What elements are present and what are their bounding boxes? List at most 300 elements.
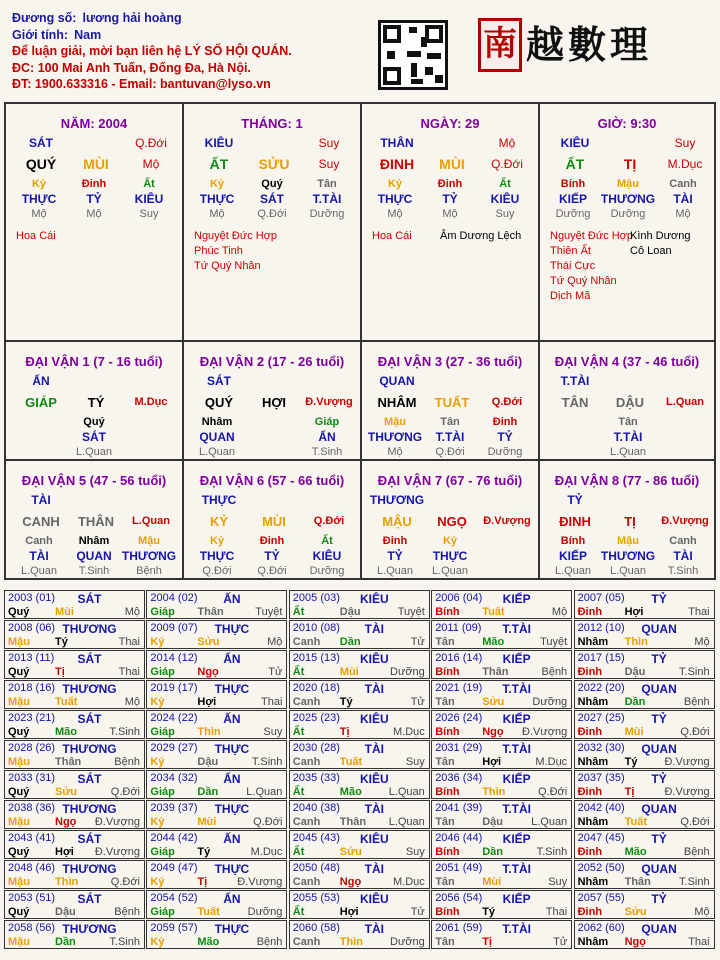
hidden-stage: Q.Đới [257, 208, 287, 220]
year-stage: Thai [260, 696, 283, 708]
year-label: 2015 (13) [292, 652, 340, 664]
year-stage: Đ.Vượng [94, 816, 140, 828]
year-stage: Mộ [124, 696, 140, 708]
earthly-branch: NGỌ [437, 514, 467, 529]
year-label: 2049 (47) [150, 862, 198, 874]
star-note: Nguyệt Đức Hợp [550, 230, 634, 242]
year-stem: Bính [435, 906, 460, 918]
year-label: 2051 (49) [435, 862, 483, 874]
year-cell [146, 920, 287, 949]
year-stage: Tuyệt [540, 636, 568, 648]
year-stage: T.Sinh [536, 846, 568, 858]
hidden-god: THỰC [21, 192, 57, 206]
hidden-stage: Q.Đới [435, 446, 465, 458]
year-branch: Thìn [55, 876, 79, 888]
hidden-stem: Canh [669, 535, 697, 547]
ten-god-stem: KIÊU [204, 136, 234, 150]
seal-logo: 南 [478, 18, 522, 72]
star-note: Tứ Quý Nhân [194, 260, 261, 272]
year-god: T.TÀI [502, 922, 532, 936]
year-branch: Dậu [55, 906, 76, 918]
year-cell [146, 800, 287, 829]
pillar-2 [183, 103, 361, 341]
year-god: QUAN [641, 622, 677, 636]
year-cell [4, 710, 145, 739]
year-god: KIÊU [359, 832, 389, 846]
year-label: 2039 (37) [150, 802, 198, 814]
luck-god: THỰC [201, 493, 237, 507]
qr-code [378, 20, 448, 90]
year-god: QUAN [641, 922, 677, 936]
year-stem: Tân [435, 756, 455, 768]
hidden-stage: Dưỡng [309, 565, 345, 577]
year-stage: Thai [118, 636, 140, 648]
year-god: TÀI [364, 802, 384, 816]
year-label: 2036 (34) [435, 772, 483, 784]
year-branch: Mùi [55, 606, 74, 618]
year-label: 2058 (56) [8, 922, 56, 934]
hidden-god: TÀI [673, 192, 693, 206]
luck-title: ĐẠI VẬN 4 (37 - 46 tuổi) [554, 354, 700, 369]
year-label: 2027 (25) [577, 712, 625, 724]
year-stem: Canh [292, 936, 321, 948]
hidden-god: THƯƠNG [600, 192, 656, 206]
year-stem: Đinh [577, 906, 603, 918]
hidden-stage: L.Quan [198, 446, 236, 458]
year-cell [4, 860, 145, 889]
year-stage: Dưỡng [247, 906, 283, 918]
hidden-stem: Quý [261, 178, 283, 190]
year-stem: Mậu [8, 816, 30, 828]
year-stem: Ất [292, 786, 305, 798]
earthly-branch: TỊ [624, 514, 636, 529]
year-label: 2025 (23) [292, 712, 340, 724]
year-stem: Nhâm [577, 636, 609, 648]
year-god: TỶ [651, 712, 667, 726]
year-cell [574, 710, 715, 739]
year-label: 2004 (02) [150, 592, 198, 604]
hidden-stage: Dưỡng [487, 446, 523, 458]
year-stem: Giáp [150, 786, 175, 798]
year-cell [4, 830, 145, 859]
year-stem: Canh [292, 876, 321, 888]
year-cell [574, 650, 715, 679]
luck-period-5 [5, 460, 183, 579]
hidden-god: THƯƠNG [600, 549, 656, 563]
year-branch: Tý [482, 906, 496, 918]
luck-title: ĐẠI VẬN 1 (7 - 16 tuổi) [25, 354, 163, 369]
star-note: Dịch Mã [550, 290, 591, 302]
year-god: TÀI [364, 742, 384, 756]
luck-period-6 [183, 460, 361, 579]
heavenly-stem: ĐINH [379, 156, 415, 172]
year-label: 2028 (26) [8, 742, 56, 754]
year-branch: Sửu [55, 786, 78, 798]
pillar-1 [5, 103, 183, 341]
year-god: ẤN [223, 772, 241, 786]
year-branch: Mão [55, 726, 77, 738]
ten-god-stem: KIÊU [560, 136, 590, 150]
year-god: QUAN [641, 682, 677, 696]
life-stage: Q.Đới [491, 157, 523, 171]
year-cell [431, 680, 572, 709]
year-stage: T.Sinh [251, 756, 283, 768]
year-stage: Suy [405, 756, 425, 768]
year-cell [431, 620, 572, 649]
life-stage: L.Quan [666, 396, 704, 408]
year-stem: Tân [435, 636, 455, 648]
life-stage: Đ.Vượng [661, 515, 709, 527]
year-label: 2055 (53) [292, 892, 340, 904]
year-god: KIẾP [502, 772, 531, 786]
hidden-stem: Kỷ [209, 535, 225, 547]
year-stage: Tử [410, 636, 425, 648]
hidden-stem: Tân [618, 416, 638, 428]
luck-god: SÁT [207, 374, 231, 388]
year-stem: Bính [435, 846, 460, 858]
header-label: Để luận giải, mời bạn liên hệ LÝ SỐ HỘI QUÁN. [12, 44, 292, 58]
year-branch: Dậu [197, 756, 219, 768]
stem-combo: Suy [318, 136, 340, 150]
year-stage: Thai [118, 666, 140, 678]
year-stage: Suy [263, 726, 283, 738]
year-stage: Đ.Vượng [664, 756, 710, 768]
hidden-stem: Mậu [617, 178, 639, 190]
year-stem: Nhâm [577, 756, 609, 768]
heavenly-stem: QUÝ [25, 156, 57, 172]
year-god: SÁT [77, 652, 102, 666]
year-stem: Bính [435, 726, 460, 738]
header-line [12, 27, 292, 44]
hidden-stem: Mậu [138, 535, 160, 547]
luck-period-2 [183, 341, 361, 460]
year-stem: Nhâm [577, 816, 609, 828]
star-note: Thiên Ất [550, 245, 591, 257]
brand-logo: 越數理 [526, 22, 653, 67]
hidden-god: KIÊU [134, 192, 164, 206]
year-god: THỰC [214, 622, 250, 636]
year-stage: Dưỡng [390, 936, 425, 948]
year-branch: Tuất [197, 906, 220, 918]
heavenly-stem: ĐINH [559, 514, 591, 529]
year-cell [431, 590, 572, 619]
year-cell [574, 590, 715, 619]
year-stem: Mậu [8, 936, 30, 948]
year-label: 2032 (30) [577, 742, 625, 754]
year-cell [574, 680, 715, 709]
year-stage: Q.Đới [110, 876, 140, 888]
year-cell [574, 830, 715, 859]
luck-title: ĐẠI VẬN 7 (67 - 76 tuổi) [377, 473, 523, 488]
year-god: TÀI [364, 862, 384, 876]
year-label: 2022 (20) [577, 682, 625, 694]
luck-period-4 [539, 341, 715, 460]
header-label: Đương số: [12, 11, 77, 25]
year-branch: Mùi [339, 666, 359, 678]
luck-god: ẤN [32, 374, 50, 388]
year-stage: M.Dục [393, 726, 425, 738]
hidden-stage: Mộ [387, 208, 403, 220]
earthly-branch: TỊ [623, 156, 637, 172]
year-stem: Đinh [577, 846, 603, 858]
year-cell [574, 620, 715, 649]
year-god: TỶ [651, 832, 667, 846]
hidden-stage: L.Quan [20, 565, 58, 577]
year-god: T.TÀI [502, 622, 532, 636]
year-cell [146, 710, 287, 739]
year-stem: Nhâm [577, 696, 609, 708]
year-god: THƯƠNG [62, 682, 117, 696]
year-cell [431, 740, 572, 769]
stem-combo: Mộ [498, 136, 516, 150]
hidden-god: SÁT [82, 430, 106, 444]
pillar-title: NGÀY: 29 [420, 116, 480, 131]
header-line [12, 60, 292, 77]
year-label: 2019 (17) [150, 682, 198, 694]
year-stem: Nhâm [577, 876, 609, 888]
hidden-stem: Bính [560, 535, 586, 547]
hidden-god: TỶ [86, 192, 102, 206]
year-branch: Dần [624, 696, 646, 708]
year-god: THỰC [214, 742, 250, 756]
heavenly-stem: ẤT [565, 156, 585, 172]
ten-god-stem: THÂN [380, 136, 414, 150]
year-stage: Đ.Vượng [522, 726, 568, 738]
year-god: KIẾP [502, 832, 531, 846]
year-label: 2016 (14) [435, 652, 483, 664]
stem-combo: Q.Đới [135, 136, 167, 150]
year-stage: Dưỡng [532, 696, 568, 708]
year-stem: Canh [292, 636, 321, 648]
year-branch: Tị [339, 726, 350, 738]
year-stage: Q.Đới [680, 726, 710, 738]
earthly-branch: DẬU [615, 395, 645, 410]
year-branch: Ngọ [624, 936, 646, 948]
year-stage: Đ.Vượng [664, 786, 710, 798]
year-branch: Ngọ [197, 666, 219, 678]
hidden-god: THỰC [199, 192, 235, 206]
luck-title: ĐẠI VẬN 5 (47 - 56 tuổi) [21, 473, 167, 488]
year-branch: Tý [624, 756, 638, 768]
hidden-god: TỶ [442, 192, 458, 206]
year-stem: Đinh [577, 606, 603, 618]
year-stem: Tân [435, 876, 455, 888]
hidden-stage: Mộ [31, 208, 47, 220]
year-stem: Tân [435, 936, 455, 948]
year-stem: Canh [292, 756, 321, 768]
year-label: 2062 (60) [577, 922, 625, 934]
year-stage: Bệnh [683, 846, 710, 858]
year-branch: Hợi [339, 906, 359, 918]
year-label: 2043 (41) [8, 832, 56, 844]
year-stage: Dưỡng [390, 666, 425, 678]
year-label: 2009 (07) [150, 622, 198, 634]
pillar-title: GIỜ: 9:30 [597, 116, 657, 131]
year-label: 2013 (11) [8, 652, 55, 664]
year-branch: Thân [197, 606, 224, 618]
year-stage: Q.Đới [680, 816, 710, 828]
life-stage: L.Quan [132, 515, 170, 527]
year-stage: Đ.Vượng [94, 846, 140, 858]
year-cell [289, 620, 430, 649]
life-stage: M.Dục [134, 396, 168, 408]
year-label: 2060 (58) [292, 922, 340, 934]
year-label: 2014 (12) [150, 652, 198, 664]
luck-period-7 [361, 460, 539, 579]
year-branch: Mão [339, 786, 362, 798]
year-stage: T.Sinh [679, 876, 710, 888]
heavenly-stem: CANH [22, 514, 60, 529]
year-stem: Ất [292, 606, 305, 618]
year-god: KIẾP [502, 892, 531, 906]
year-stem: Quý [8, 906, 30, 918]
year-god: THƯƠNG [62, 862, 117, 876]
year-stage: Q.Đới [253, 816, 283, 828]
year-god: SÁT [77, 892, 102, 906]
hidden-stage: T.Sinh [667, 565, 699, 577]
year-cell [289, 650, 430, 679]
year-stage: Suy [405, 846, 425, 858]
year-branch: Thìn [482, 786, 506, 798]
year-god: THỰC [214, 862, 250, 876]
hidden-stage: T.Sinh [311, 446, 343, 458]
year-stage: Tử [553, 936, 568, 948]
year-label: 2020 (18) [292, 682, 340, 694]
year-cell [4, 620, 145, 649]
year-stage: L.Quan [531, 816, 568, 828]
life-stage: Q.Đới [491, 396, 523, 408]
year-stem: Bính [435, 786, 460, 798]
year-stage: Bệnh [114, 906, 140, 918]
star-note: Thái Cực [550, 260, 596, 272]
life-stage: Mộ [142, 157, 160, 171]
hidden-god: TỶ [264, 549, 280, 563]
year-label: 2040 (38) [292, 802, 340, 814]
hidden-stage: Q.Đới [257, 565, 287, 577]
year-stem: Tân [435, 696, 455, 708]
year-stem: Ất [292, 726, 305, 738]
year-label: 2018 (16) [8, 682, 56, 694]
year-branch: Mão [197, 936, 220, 948]
year-god: TỶ [651, 772, 667, 786]
year-stem: Canh [292, 696, 321, 708]
year-label: 2007 (05) [577, 592, 625, 604]
year-god: ẤN [223, 652, 241, 666]
year-god: QUAN [641, 742, 677, 756]
hidden-stem: Đinh [437, 178, 463, 190]
year-god: KIẾP [502, 592, 531, 606]
year-stage: T.Sinh [679, 666, 710, 678]
year-branch: Tuất [339, 756, 363, 768]
year-branch: Tị [624, 786, 635, 798]
earthly-branch: MÙI [262, 514, 286, 529]
year-branch: Tý [197, 846, 211, 858]
luck-period-3 [361, 341, 539, 460]
luck-god: TÀI [31, 493, 51, 507]
hidden-stem: Đinh [492, 416, 518, 428]
year-cell [146, 830, 287, 859]
heavenly-stem: MẬU [382, 514, 412, 529]
year-branch: Thân [482, 666, 509, 678]
year-branch: Tuất [624, 816, 647, 828]
heavenly-stem: ẤT [209, 156, 229, 172]
year-god: TỶ [651, 592, 667, 606]
hidden-god: T.TÀI [435, 430, 465, 444]
year-cell [289, 890, 430, 919]
year-stem: Đinh [577, 726, 603, 738]
year-god: THỰC [214, 802, 250, 816]
year-god: TỶ [651, 652, 667, 666]
year-label: 2010 (08) [292, 622, 340, 634]
year-god: SÁT [77, 772, 102, 786]
hidden-stage: Mộ [442, 208, 458, 220]
year-label: 2008 (06) [8, 622, 56, 634]
year-cell [431, 920, 572, 949]
year-label: 2038 (36) [8, 802, 56, 814]
year-label: 2057 (55) [577, 892, 625, 904]
hidden-stage: Mộ [675, 208, 691, 220]
year-god: KIÊU [359, 712, 389, 726]
year-god: TÀI [364, 922, 384, 936]
hidden-stem: Kỷ [442, 535, 458, 547]
hidden-stage: Mộ [209, 208, 225, 220]
year-branch: Tị [197, 876, 208, 888]
hidden-stage: Mộ [86, 208, 102, 220]
life-stage: Suy [318, 157, 340, 171]
year-label: 2047 (45) [577, 832, 625, 844]
header-value: Nam [74, 27, 102, 42]
year-cell [4, 800, 145, 829]
year-branch: Sửu [197, 636, 220, 648]
year-cell [4, 890, 145, 919]
year-cell [431, 800, 572, 829]
year-branch: Mão [482, 636, 505, 648]
earthly-branch: MÙI [439, 156, 465, 172]
year-branch: Dần [55, 936, 76, 948]
pillar-title: THÁNG: 1 [241, 116, 303, 131]
year-branch: Tị [482, 936, 492, 948]
year-branch: Thân [55, 756, 82, 768]
year-stem: Đinh [577, 786, 603, 798]
year-stem: Bính [435, 666, 460, 678]
year-stem: Ất [292, 666, 305, 678]
year-stage: L.Quan [388, 816, 425, 828]
hidden-god: KIẾP [558, 549, 587, 563]
year-label: 2021 (19) [435, 682, 483, 694]
year-branch: Mùi [197, 816, 217, 828]
year-branch: Mùi [624, 726, 644, 738]
year-stage: Thai [545, 906, 568, 918]
year-stem: Ất [292, 846, 305, 858]
year-god: T.TÀI [502, 802, 532, 816]
hidden-stage: L.Quan [609, 565, 647, 577]
year-stem: Nhâm [577, 936, 609, 948]
earthly-branch: THÂN [77, 514, 115, 529]
hidden-god: QUAN [76, 549, 112, 563]
hidden-stem: Canh [25, 535, 53, 547]
star-note: Âm Dương Lệch [440, 230, 522, 242]
life-stage: Đ.Vượng [483, 515, 531, 527]
year-stem: Kỷ [150, 636, 165, 648]
year-branch: Ngọ [482, 726, 504, 738]
year-stage: Q.Đới [537, 786, 568, 798]
hidden-stem: Nhâm [78, 535, 110, 547]
hidden-stem: Bính [560, 178, 586, 190]
luck-title: ĐẠI VẬN 3 (27 - 36 tuổi) [377, 354, 523, 369]
life-stage: Đ.Vượng [305, 396, 353, 408]
year-stem: Quý [8, 666, 30, 678]
year-stem: Mậu [8, 756, 30, 768]
